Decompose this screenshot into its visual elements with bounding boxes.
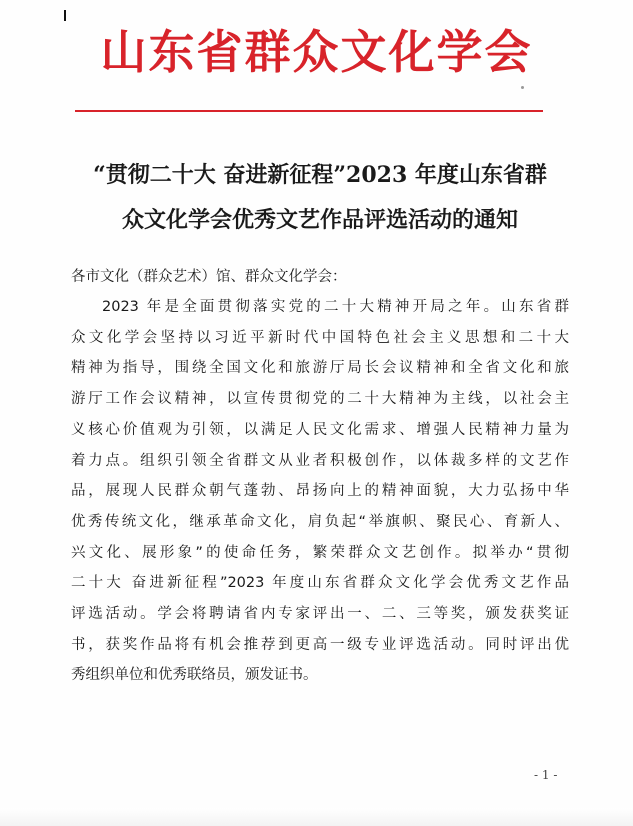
salutation: 各市文化（群众艺术）馆、群众文化学会： [71, 269, 347, 285]
document-title [60, 153, 580, 243]
page-number: - 1 - [534, 768, 558, 782]
body-line: 优秀传统文化，继承革命文化，肩负起“举旗帜、聚民心、育新人、 [71, 513, 569, 530]
page-bottom-edge [0, 808, 633, 826]
body-line: 评选活动。学会将聘请省内专家评出一、二、三等奖，颁发获奖证 [71, 606, 569, 623]
body-line: 游厅工作会议精神，以宣传贯彻党的二十大精神为主线，以社会主 [71, 391, 569, 408]
body-line: 秀组织单位和优秀联络员，颁发证书。 [71, 667, 318, 684]
body-line: 兴文化、展形象”的使命任务，繁荣群众文艺创作。拟举办“贯彻 [71, 544, 569, 561]
body-line: 义核心价值观为引领，以满足人民文化需求、增强人民精神力量为 [71, 421, 569, 438]
title-line-2: 众文化学会优秀文艺作品评选活动的通知 [121, 207, 518, 233]
scan-speck [521, 86, 524, 89]
title-line-1: “贯彻二十大 奋进新征程”2023 年度山东省群 [93, 162, 547, 188]
body-paragraph [71, 292, 569, 691]
body-line: 精神为指导，围绕全国文化和旅游厅局长会议精神和全省文化和旅 [71, 360, 569, 377]
body-line: 2023 年是全面贯彻落实党的二十大精神开局之年。山东省群 [102, 299, 569, 315]
body-line: 众文化学会坚持以习近平新时代中国特色社会主义思想和二十大 [71, 329, 569, 346]
body-line: 二十大 奋进新征程”2023 年度山东省群众文化学会优秀文艺作品 [71, 575, 569, 592]
body-line: 着力点。组织引领全省群文从业者积极创作，以体裁多样的文艺作 [71, 452, 569, 469]
letterhead-org-name: 山东省群众文化学会 [100, 25, 533, 79]
letterhead-divider [75, 110, 543, 112]
body-line: 品，展现人民群众朝气蓬勃、昂扬向上的精神面貌，大力弘扬中华 [71, 483, 569, 500]
body-line: 书，获奖作品将有机会推荐到更高一级专业评选活动。同时评出优 [71, 636, 569, 653]
